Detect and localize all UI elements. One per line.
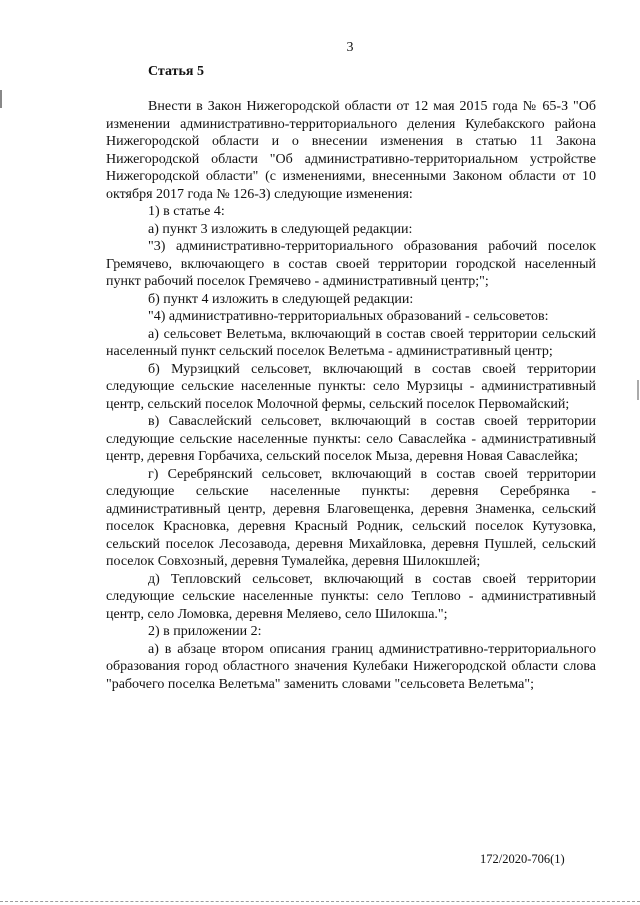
paragraph: а) сельсовет Велетьма, включающий в состав своей территории сельский населенный пункт сельский поселок Велетьма - административный центр;	[106, 326, 596, 359]
paragraph: б) Мурзицкий сельсовет, включающий в состав своей территории следующие сельские населенные пункты: село Мурзицы - административный центр, сельский поселок Молочной фермы, сельский поселок Первомайский;	[106, 361, 596, 412]
paragraph: 2) в приложении 2:	[148, 624, 262, 639]
scan-edge-mark	[637, 380, 639, 400]
paragraph: г) Серебрянский сельсовет, включающий в состав своей территории следующие сельские населенные пункты: деревня Серебрянка - административный центр, деревня Благовещенка, деревня Знаменка, сельский поселок Красновка, деревня Красный Родник, сельский поселок Кутузовка, сельский поселок Лесозавода, деревня Михайловка, деревня Пушлей, сельский поселок Совхозный, деревня Тумалейка, деревня Шилокшлей;	[106, 466, 596, 569]
document-code: 172/2020-706(1)	[480, 852, 565, 866]
paragraph: д) Тепловский сельсовет, включающий в состав своей территории следующие сельские населенные пункты: село Теплово - административный центр, село Ломовка, деревня Меляево, село Шилокша.";	[106, 571, 596, 622]
paragraph: Внести в Закон Нижегородской области от 12 мая 2015 года № 65-З "Об изменении административно-территориального деления Кулебакского района Нижегородской области и о внесении изменения в статью 11 Закона Нижегородской области "Об административно-территориальном устройстве Нижегородской области" (с изменениями, внесенными Законом области от 10 октября 2017 года № 126-З) следующие изменения:	[106, 99, 596, 202]
article-title: Статья 5	[148, 64, 204, 79]
paragraph: "4) административно-территориальных образований - сельсоветов:	[148, 309, 549, 324]
document-body	[106, 98, 596, 693]
page-number: 3	[346, 40, 354, 55]
paragraph: 1) в статье 4:	[148, 204, 225, 219]
scan-edge-mark	[0, 90, 2, 108]
paragraph: а) пункт 3 изложить в следующей редакции:	[148, 221, 413, 237]
scan-bottom-edge	[0, 901, 640, 903]
paragraph: б) пункт 4 изложить в следующей редакции:	[148, 291, 414, 307]
paragraph: "3) административно-территориального образования рабочий поселок Гремячево, включающего в состав своей территории городской населенный пункт рабочий поселок Гремячево - административный центр;";	[106, 239, 596, 289]
paragraph: в) Саваслейский сельсовет, включающий в состав своей территории следующие сельские населенные пункты: село Саваслейка - административный центр, деревня Горбачиха, сельский поселок Мыза, деревня Новая Саваслейка;	[106, 414, 596, 464]
paragraph: а) в абзаце втором описания границ административно-территориального образования город областного значения Кулебаки Нижегородской области слова "рабочего поселка Велетьма" заменить словами "сельсовета Велетьма";	[106, 641, 596, 692]
